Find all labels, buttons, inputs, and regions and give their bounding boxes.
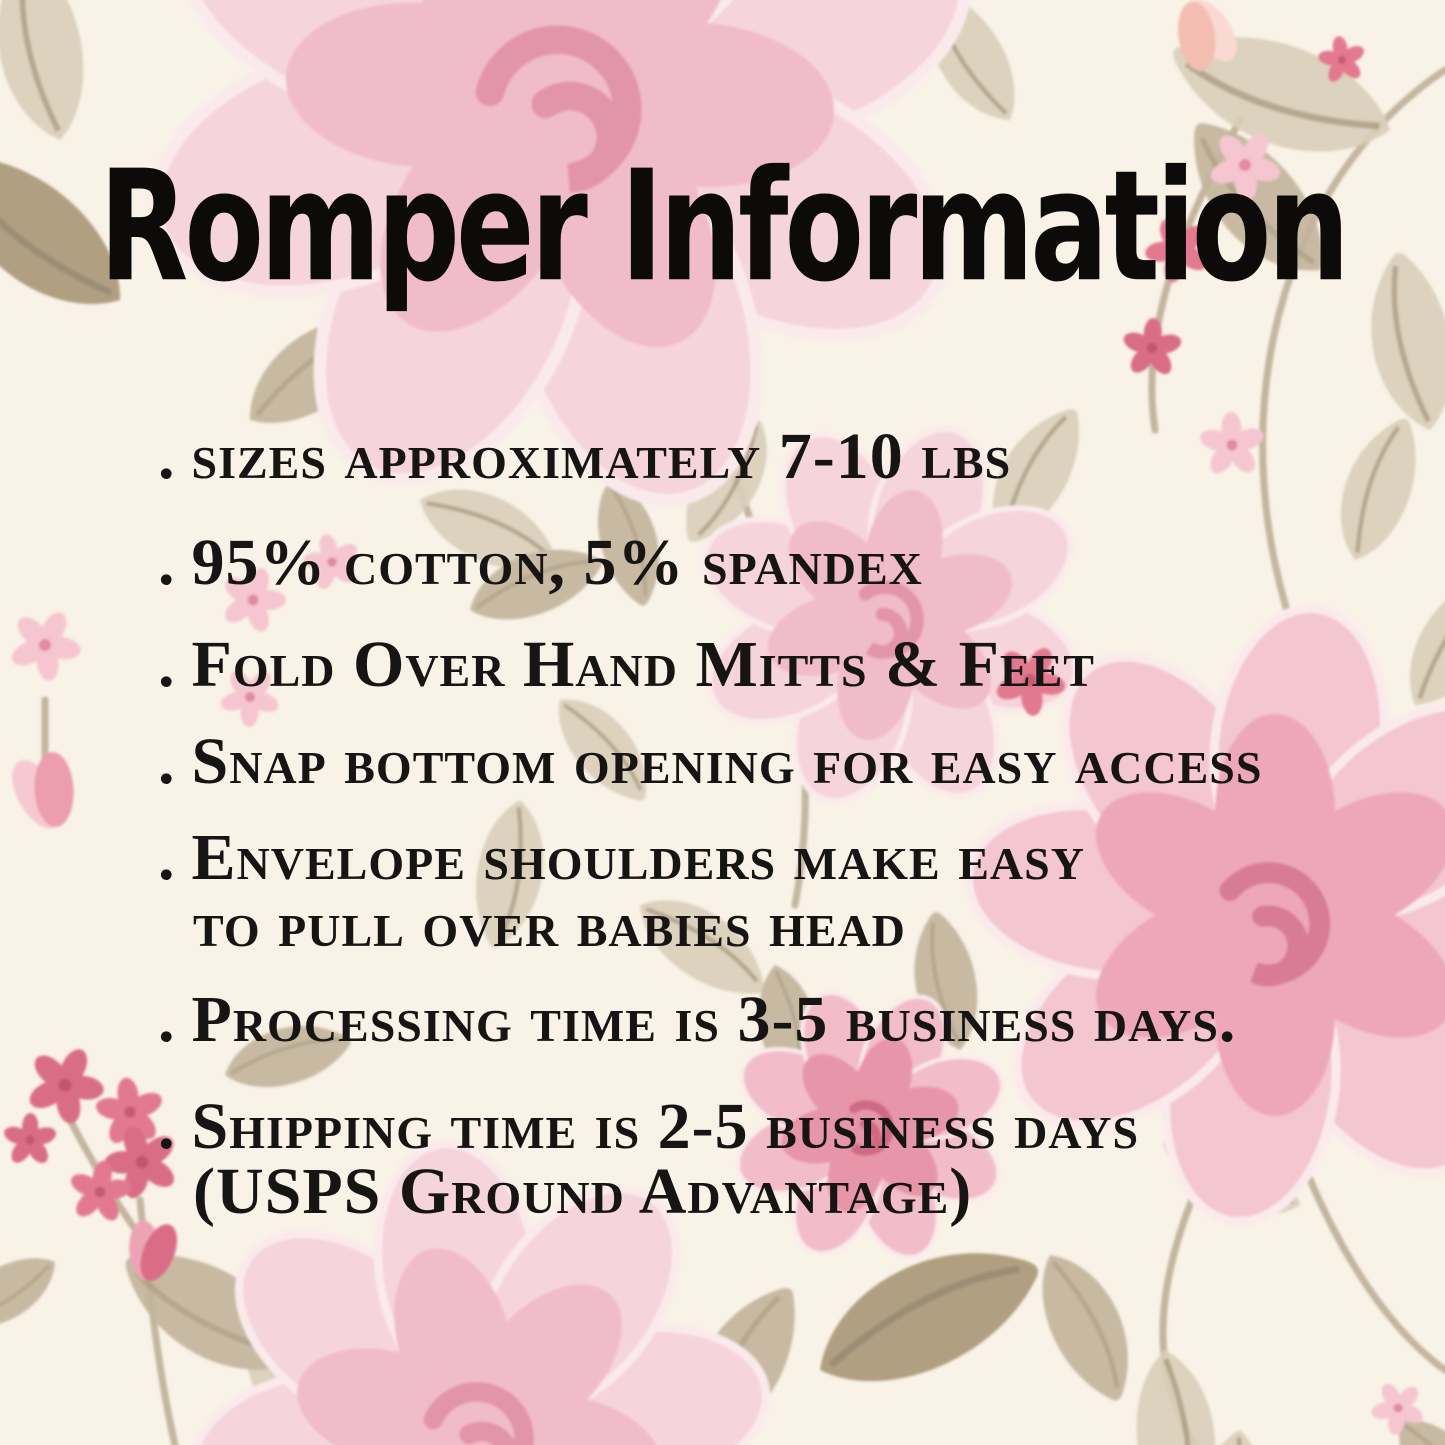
info-line-shoulders-continuation (193, 888, 906, 961)
bullet-marker: . (158, 725, 176, 798)
info-line-shoulders (158, 821, 1085, 894)
page-title: Romper Information (99, 138, 1346, 317)
info-text: 95% cotton, 5% spandex (191, 526, 923, 599)
info-line-mitts (158, 628, 1095, 701)
info-text: sizes approximately 7-10 lbs (191, 420, 1012, 493)
info-line-sizes (158, 420, 1012, 493)
bullet-marker: . (158, 983, 176, 1056)
info-text: Shipping time is 2-5 business days (191, 1090, 1140, 1163)
info-text: to pull over babies head (193, 888, 906, 961)
bullet-marker: . (158, 1090, 176, 1163)
info-line-fabric (158, 526, 923, 599)
info-line-snaps (158, 725, 1263, 798)
info-text: Envelope shoulders make easy (191, 821, 1085, 894)
info-text: Processing time is 3-5 business days. (191, 983, 1237, 1056)
bullet-marker: . (158, 526, 176, 599)
info-line-processing (158, 983, 1237, 1056)
info-line-shipping (158, 1090, 1140, 1163)
bullet-marker: . (158, 420, 176, 493)
info-text: Snap bottom opening for easy access (191, 725, 1263, 798)
info-text: (USPS Ground Advantage) (193, 1155, 973, 1228)
info-text: Fold Over Hand Mitts & Feet (191, 628, 1095, 701)
info-line-shipping-continuation (193, 1155, 973, 1228)
bullet-marker: . (158, 821, 176, 894)
bullet-marker: . (158, 628, 176, 701)
